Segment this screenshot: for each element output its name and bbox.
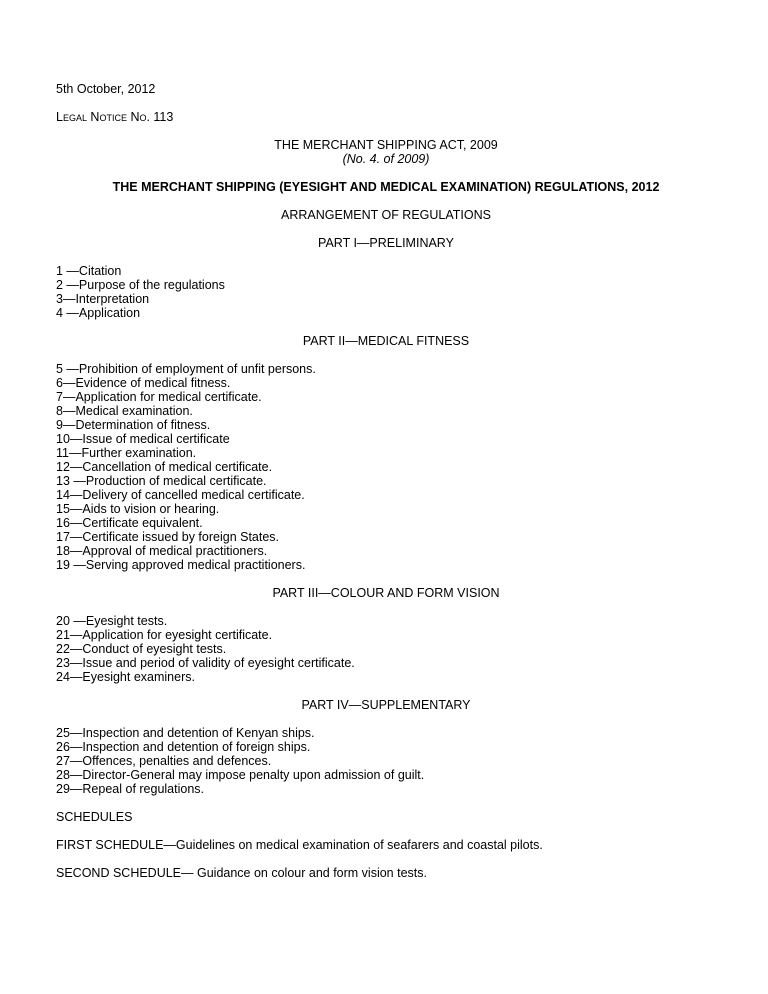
part-heading-4: PART IV—SUPPLEMENTARY — [301, 698, 471, 712]
list-item: 4 —Application — [56, 306, 141, 320]
list-item: 27—Offences, penalties and defences. — [56, 754, 272, 768]
act-title: THE MERCHANT SHIPPING ACT, 2009 — [274, 138, 498, 152]
list-item: 23—Issue and period of validity of eyesight certificate. — [56, 656, 355, 670]
list-item: 18—Approval of medical practitioners. — [56, 544, 268, 558]
document-page — [56, 82, 716, 894]
list-item: 21—Application for eyesight certificate. — [56, 628, 273, 642]
arrangement-title: ARRANGEMENT OF REGULATIONS — [281, 208, 491, 222]
list-item: 13 —Production of medical certificate. — [56, 474, 267, 488]
list-item: 14—Delivery of cancelled medical certificate. — [56, 488, 305, 502]
part-list-3 — [56, 614, 716, 684]
list-item: 1 —Citation — [56, 264, 122, 278]
list-item: 17—Certificate issued by foreign States. — [56, 530, 280, 544]
list-item: 3—Interpretation — [56, 292, 150, 306]
act-subtitle: (No. 4. of 2009) — [342, 152, 430, 166]
legal-notice-number: Legal Notice No. 113 — [56, 110, 174, 124]
list-item: 2 —Purpose of the regulations — [56, 278, 225, 292]
list-item: 9—Determination of fitness. — [56, 418, 211, 432]
list-item: 20 —Eyesight tests. — [56, 614, 168, 628]
part-list-1 — [56, 264, 716, 320]
list-item: 7—Application for medical certificate. — [56, 390, 262, 404]
part-list-2 — [56, 362, 716, 572]
list-item: 19 —Serving approved medical practitioners. — [56, 558, 306, 572]
list-item: 8—Medical examination. — [56, 404, 193, 418]
regulations-title: THE MERCHANT SHIPPING (EYESIGHT AND MEDICAL EXAMINATION) REGULATIONS, 2012 — [112, 180, 660, 194]
list-item: 12—Cancellation of medical certificate. — [56, 460, 273, 474]
list-item: 10—Issue of medical certificate — [56, 432, 230, 446]
list-item: 24—Eyesight examiners. — [56, 670, 195, 684]
part-heading-2: PART II—MEDICAL FITNESS — [302, 334, 470, 348]
list-item: 29—Repeal of regulations. — [56, 782, 205, 796]
notice-date: 5th October, 2012 — [56, 82, 156, 96]
list-item: 25—Inspection and detention of Kenyan ships. — [56, 726, 315, 740]
list-item: 22—Conduct of eyesight tests. — [56, 642, 227, 656]
second-schedule: SECOND SCHEDULE— Guidance on colour and form vision tests. — [56, 866, 427, 880]
list-item: 6—Evidence of medical fitness. — [56, 376, 231, 390]
list-item: 16—Certificate equivalent. — [56, 516, 203, 530]
list-item: 26—Inspection and detention of foreign ships. — [56, 740, 311, 754]
list-item: 15—Aids to vision or hearing. — [56, 502, 220, 516]
part-list-4 — [56, 726, 716, 796]
list-item: 5 —Prohibition of employment of unfit persons. — [56, 362, 316, 376]
schedules-heading: SCHEDULES — [56, 810, 133, 824]
part-heading-1: PART I—PRELIMINARY — [318, 236, 454, 250]
first-schedule: FIRST SCHEDULE—Guidelines on medical examination of seafarers and coastal pilots. — [56, 838, 543, 852]
list-item: 28—Director-General may impose penalty upon admission of guilt. — [56, 768, 425, 782]
list-item: 11—Further examination. — [56, 446, 197, 460]
part-heading-3: PART III—COLOUR AND FORM VISION — [272, 586, 500, 600]
